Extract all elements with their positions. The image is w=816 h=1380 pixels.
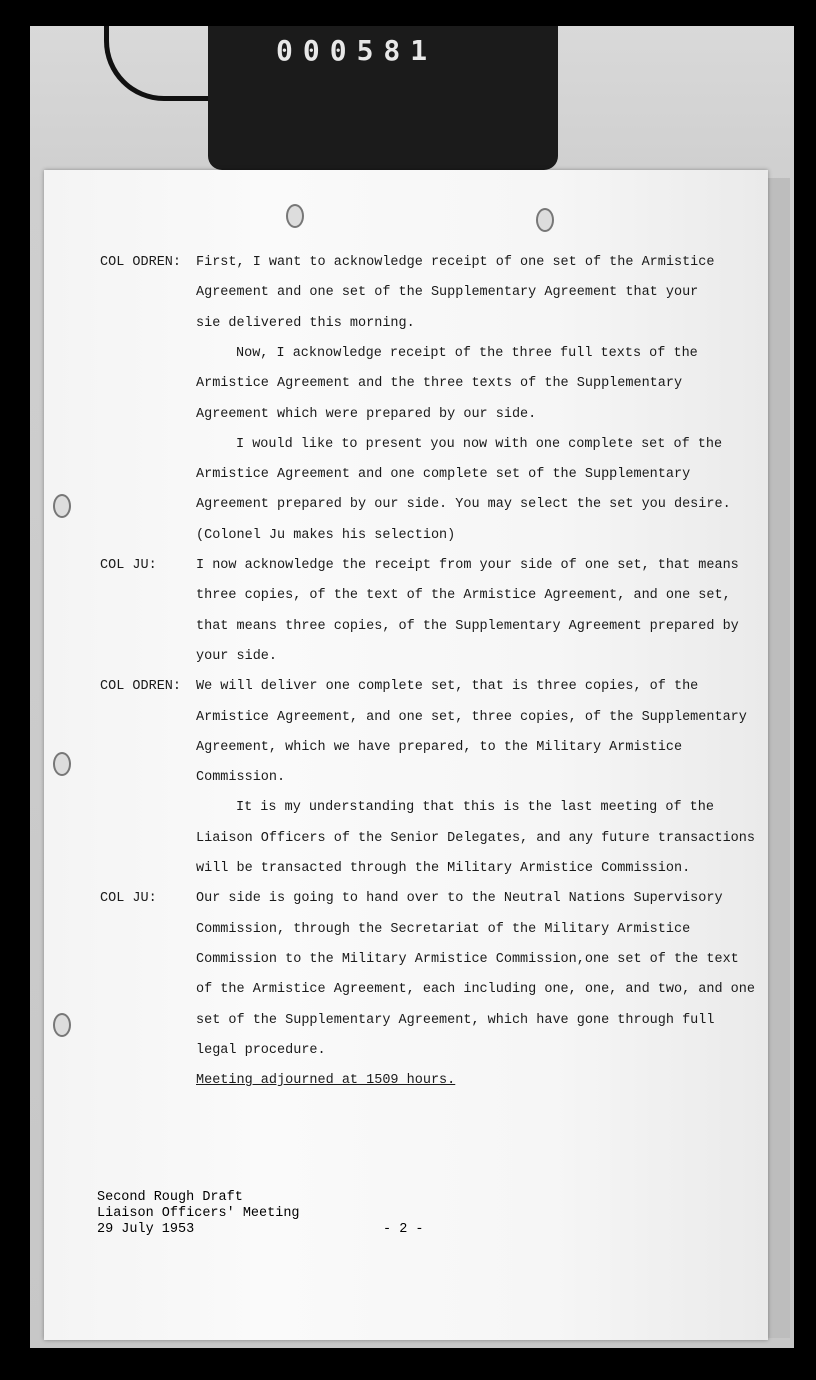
transcript-line: We will deliver one complete set, that is three copies, of the bbox=[196, 679, 699, 695]
transcript-line: Agreement and one set of the Supplementary Agreement that your bbox=[196, 285, 699, 301]
transcript-line: (Colonel Ju makes his selection) bbox=[196, 527, 456, 543]
transcript-line: First, I want to acknowledge receipt of one set of the Armistice bbox=[196, 255, 715, 270]
transcript-line: Agreement, which we have prepared, to the Military Armistice bbox=[196, 739, 683, 755]
transcript-line: sie delivered this morning. bbox=[196, 315, 415, 331]
transcript-line: Now, I acknowledge receipt of the three full texts of the bbox=[236, 345, 698, 361]
transcript-line: Agreement which were prepared by our side. bbox=[196, 406, 537, 422]
footer-draft-label: Second Rough Draft bbox=[97, 1190, 243, 1205]
transcript-line: It is my understanding that this is the last meeting of the bbox=[236, 800, 714, 816]
transcript-line: set of the Supplementary Agreement, which have gone through full bbox=[196, 1012, 715, 1028]
page-number: - 2 - bbox=[383, 1222, 424, 1237]
speaker-label: COL ODREN: bbox=[100, 679, 182, 695]
transcript-line: Commission to the Military Armistice Commission,one set of the text bbox=[196, 951, 739, 967]
footer-meeting-label: Liaison Officers' Meeting bbox=[97, 1206, 300, 1221]
transcript-line: I would like to present you now with one complete set of the bbox=[236, 436, 723, 452]
transcript-line: of the Armistice Agreement, each including one, one, and two, and one bbox=[196, 982, 755, 998]
meeting-adjourned-note: Meeting adjourned at 1509 hours. bbox=[196, 1073, 456, 1089]
transcript-line: Agreement prepared by our side. You may select the set you desire. bbox=[196, 497, 731, 513]
speaker-label: COL ODREN: bbox=[100, 255, 182, 270]
transcript-line: Armistice Agreement and the three texts of the Supplementary bbox=[196, 376, 683, 392]
transcript-line: Armistice Agreement, and one set, three copies, of the Supplementary bbox=[196, 709, 747, 725]
document-footer bbox=[97, 1190, 300, 1238]
transcript-line: your side. bbox=[196, 648, 278, 664]
speaker-label: COL JU: bbox=[100, 891, 157, 907]
transcript-line: Armistice Agreement and one complete set of the Supplementary bbox=[196, 467, 691, 483]
transcript-line: Liaison Officers of the Senior Delegates, and any future transactions bbox=[196, 830, 755, 846]
transcript-line: will be transacted through the Military Armistice Commission. bbox=[196, 861, 691, 876]
transcript-line: I now acknowledge the receipt from your side of one set, that means bbox=[196, 558, 739, 573]
transcript-line: that means three copies, of the Supplementary Agreement prepared by bbox=[196, 618, 739, 634]
transcript-line: Commission, through the Secretariat of the Military Armistice bbox=[196, 921, 691, 937]
footer-date: 29 July 1953 bbox=[97, 1222, 195, 1237]
transcript-line: Our side is going to hand over to the Neutral Nations Supervisory bbox=[196, 891, 723, 907]
transcript-line: three copies, of the text of the Armistice Agreement, and one set, bbox=[196, 588, 731, 604]
speaker-label: COL JU: bbox=[100, 558, 157, 573]
transcript-line: Commission. bbox=[196, 770, 286, 786]
frame-counter-digits: 000581 bbox=[276, 34, 438, 67]
transcript-line: legal procedure. bbox=[196, 1042, 326, 1058]
